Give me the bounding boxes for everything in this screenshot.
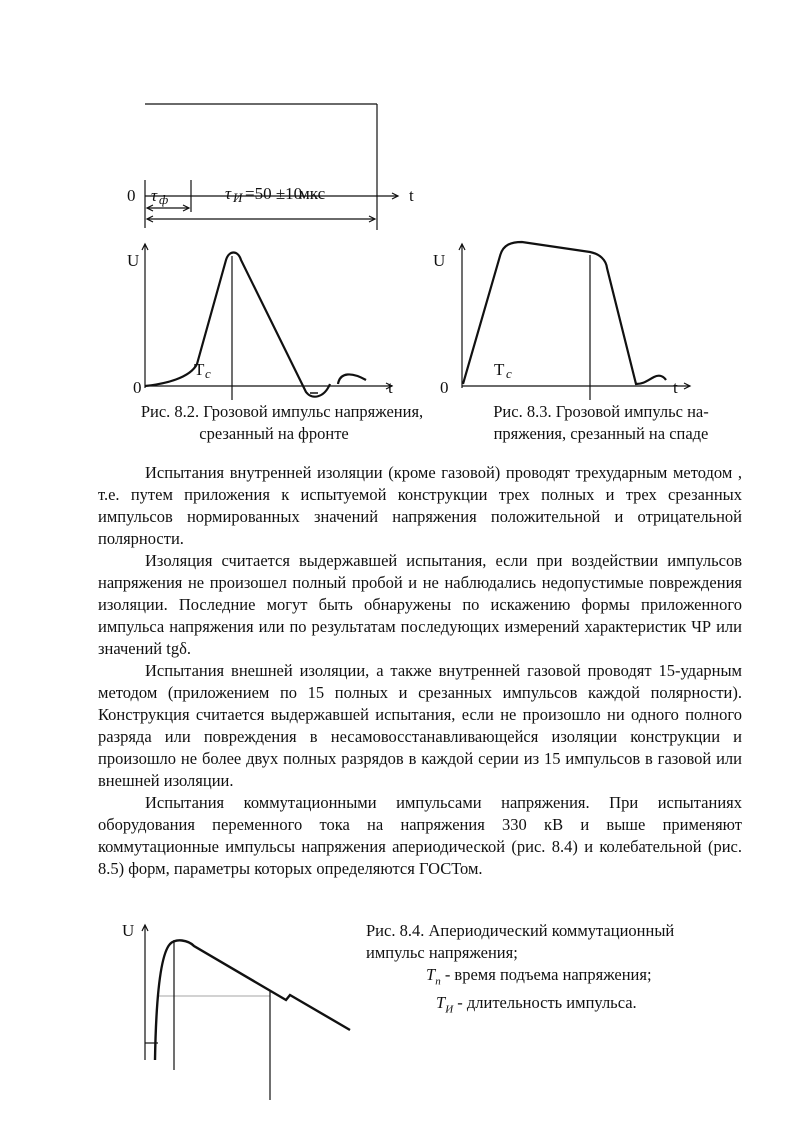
tc-sub: c [506,366,512,381]
duration-unit: мкс [299,184,326,203]
tp-text: - время подъема напряжения; [444,965,652,984]
fig-8-2-caption-line1: Рис. 8.2. Грозовой импульс напряжения, [140,402,424,421]
tau-i-sub: И [233,190,243,205]
tau-f-label: τ [151,186,158,205]
origin-label: 0 [133,378,142,397]
fig-8-3-caption-line1: Рис. 8.3. Грозовой импульс на- [493,402,709,421]
paragraph: Испытания коммутационными импульсами напряжения. При испытаниях оборудования переменного тока на напряжения 330 кВ и выше применяют коммутационные импульсы напряжения апериодической (рис. 8.4) и колебательной (рис. 8.5) форм, параметры которых определяются ГОСТом. [98,793,742,878]
tp-sub: п [435,975,441,988]
tc-label: T [194,360,205,379]
aperiodic-impulse-curve [155,940,350,1060]
fig-8-4-caption-line2: импульс напряжения; [366,943,518,962]
ti-sub: И [445,1003,454,1016]
tp-symbol: T [426,965,436,984]
legend-tp [366,964,746,992]
t-axis-label: t [388,378,393,397]
fig-8-4-caption [366,920,746,1021]
origin-label: 0 [127,186,136,205]
paragraph: Испытания внутренней изоляции (кроме газовой) проводят трехударным методом , т.е. путем приложения к испытуемой конструкции трех полных и трех срезанных импульсов нормированных значений напряжения положительной и отрицательной полярности. [98,463,742,548]
ti-text: - длительность импульса. [457,993,637,1013]
legend-ti [366,992,746,1020]
tc-sub: c [205,366,211,381]
ti-symbol: T [436,993,446,1013]
tc-label: T [494,360,505,379]
u-axis-label: U [122,921,135,940]
tau-f-sub: ф [159,192,169,207]
fig-8-2-caption-line2: срезанный на фронте [199,424,349,443]
duration-value: =50 ±10 [245,184,303,203]
fig-8-3-caption-line2: пряжения, срезанный на спаде [493,424,709,443]
paragraph: Изоляция считается выдержавшей испытания, если при воздействии импульсов напряжения не произошел полный пробой и не наблюдались недопустимые повреждения изоляции. Последние могут быть обнаружены по искажению формы приложенного импульса напряжения или по результатам последующих измерений характеристик ЧР или значений tgδ. [98,551,742,658]
fig-8-4-caption-line1: Рис. 8.4. Апериодический коммутационный [366,921,675,940]
tau-i-label: τ [225,184,232,203]
paragraph: Испытания внешней изоляции, а также внутренней газовой проводят 15-ударным методом (приложением по 15 полных и срезанных импульсов каждой полярности). Конструкция считается выдержавшей испытания, если не произошло ни одного полного разряда или повреждения в несамовосстанавливающейся изоляции конструкции и произошло не более двух полных разрядов в каждой серии из 15 импульсов в газовой или внешней изоляции. [98,661,742,790]
origin-label: 0 [440,378,449,397]
t-axis-label: t [409,186,414,205]
t-axis-label: t [673,378,678,397]
u-axis-label: U [127,251,140,270]
u-axis-label: U [433,251,446,270]
